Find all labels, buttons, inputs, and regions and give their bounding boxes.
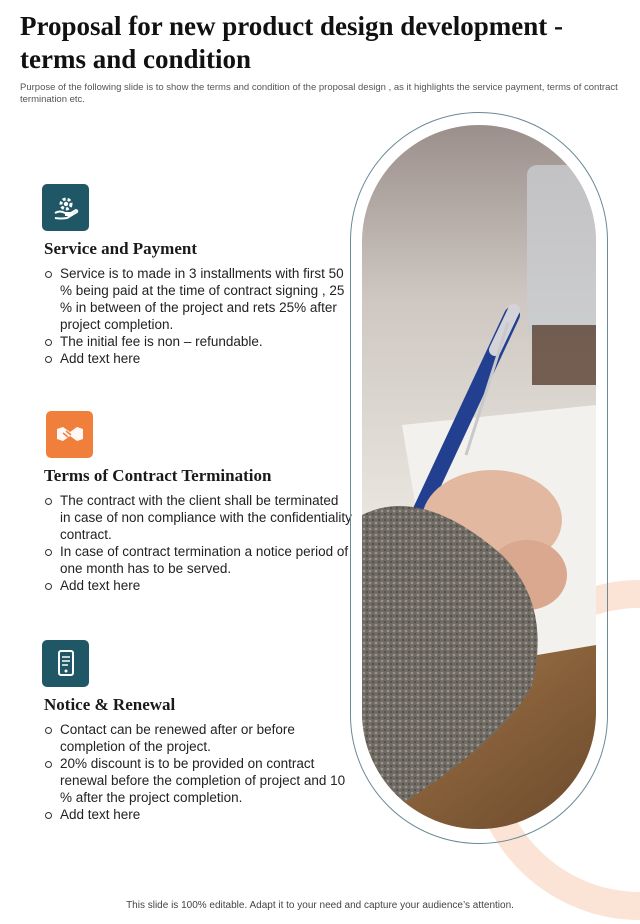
section-heading: Notice & Renewal xyxy=(44,695,176,714)
section-notice-renewal xyxy=(42,640,352,823)
bullet-list xyxy=(42,721,352,823)
section-service-payment xyxy=(42,184,352,367)
list-item: The contract with the client shall be terminated in case of non compliance with the confidentiality contract. xyxy=(42,492,352,543)
list-item: Add text here xyxy=(42,806,352,823)
list-item: Contact can be renewed after or before completion of the project. xyxy=(42,721,352,755)
writing-hand-photo xyxy=(362,125,596,829)
section-contract-termination xyxy=(42,411,352,594)
list-item: 20% discount is to be provided on contract renewal before the completion of project and 10 % after the project completion. xyxy=(42,755,352,806)
list-item: Add text here xyxy=(42,350,352,367)
footer-note: This slide is 100% editable. Adapt it to your need and capture your audience’s attention. xyxy=(126,900,514,911)
mobile-document-icon xyxy=(42,640,89,687)
list-item: In case of contract termination a notice period of one month has to be served. xyxy=(42,543,352,577)
list-item: The initial fee is non – refundable. xyxy=(42,333,352,350)
page-title: Proposal for new product design development - terms and condition xyxy=(20,11,564,74)
page-subtitle: Purpose of the following slide is to show the terms and condition of the proposal design , as it highlights the service payment, terms of contract termination etc. xyxy=(20,82,618,105)
bullet-list xyxy=(42,265,352,367)
section-heading: Terms of Contract Termination xyxy=(44,466,272,485)
list-item: Service is to made in 3 installments with first 50 % being paid at the time of contract signing , 25 % in between of the project and rets 25% after project completion. xyxy=(42,265,352,333)
handshake-icon xyxy=(46,411,93,458)
list-item: Add text here xyxy=(42,577,352,594)
bullet-list xyxy=(42,492,352,594)
section-heading: Service and Payment xyxy=(44,239,197,258)
gear-hand-icon xyxy=(42,184,89,231)
